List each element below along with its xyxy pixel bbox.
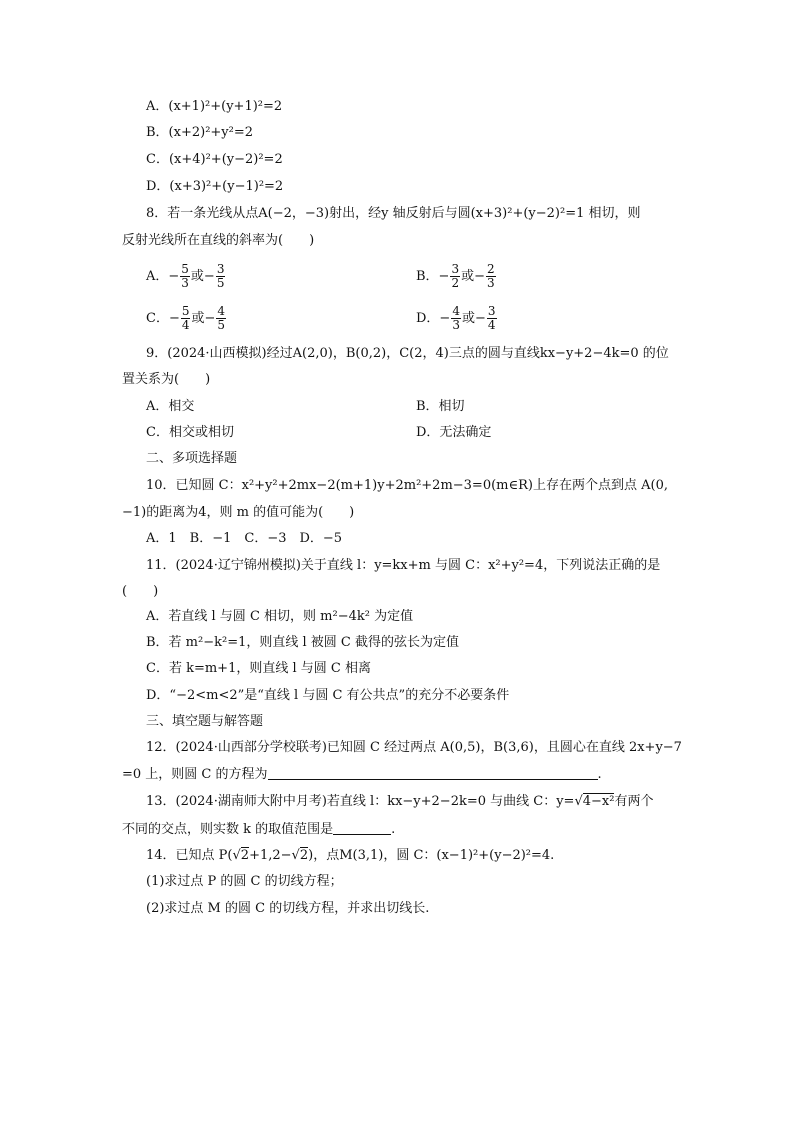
q11-option-d: D．“−2<m<2”是“直线 l 与圆 C 有公共点”的充分不必要条件: [146, 688, 510, 703]
q8-option-a: [146, 263, 226, 290]
denominator: 5: [217, 318, 226, 332]
sqrt-symbol: √: [574, 794, 583, 809]
q13-stem-line2: [122, 820, 395, 840]
numerator: 4: [217, 304, 226, 318]
numerator: 3: [216, 262, 225, 276]
denominator: 3: [181, 276, 189, 290]
denominator: 4: [487, 318, 496, 332]
q14-stem: [146, 846, 554, 866]
q10-stem-line2: −1)的距离为4，则 m 的值可能为( ): [122, 505, 355, 520]
sqrt-symbol: √: [232, 848, 241, 863]
fraction: [180, 263, 190, 290]
q9-option-b: B．相切: [416, 399, 465, 414]
q14-subquestion-1: (1)求过点 P 的圆 C 的切线方程；: [146, 874, 343, 889]
sqrt-radicand: 2: [240, 848, 250, 863]
q14-stem-text-c: )，点M(3,1)，圆 C：(x−1)²+(y−2)²=4.: [308, 848, 555, 863]
numerator: 5: [181, 304, 190, 318]
q11-option-b: B．若 m²−k²=1，则直线 l 被圆 C 截得的弦长为定值: [146, 635, 460, 650]
option-or: 或−: [461, 269, 485, 284]
q14-subquestion-2: (2)求过点 M 的圆 C 的切线方程，并求出切线长.: [146, 901, 430, 916]
q14-stem-text-a: 14．已知点 P(: [146, 848, 233, 863]
q12-stem-line2: [122, 765, 602, 785]
denominator: 3: [452, 318, 460, 332]
q9-stem-line2: 置关系为( ): [122, 372, 211, 387]
denominator: 5: [216, 276, 225, 290]
q11-stem-line1: 11．(2024·辽宁锦州模拟)关于直线 l：y=kx+m 与圆 C：x²+y²=4，下列说法正确的是: [146, 558, 661, 573]
q11-option-c: C．若 k=m+1，则直线 l 与圆 C 相离: [146, 661, 371, 676]
numerator: 3: [451, 262, 460, 276]
fraction: [181, 305, 191, 332]
option-label: A．−: [146, 269, 180, 284]
q10-stem-line1: 10．已知圆 C：x²+y²+2mx−2(m+1)y+2m²+2m−3=0(m∈R)上存在两个点到点 A(0,: [146, 478, 668, 493]
fraction: [450, 263, 460, 290]
option-label: B．−: [416, 269, 450, 284]
denominator: 2: [451, 276, 460, 290]
q12-stem-text: =0 上，则圆 C 的方程为: [122, 767, 268, 782]
q13-stem-text-c: 不同的交点，则实数 k 的取值范围是: [122, 822, 334, 837]
q9-option-d: D．无法确定: [416, 425, 492, 440]
fraction: [451, 305, 461, 332]
q7-option-b: B．(x+2)²+y²=2: [146, 125, 254, 140]
q12-answer-blank[interactable]: [268, 765, 598, 780]
section-heading-fill-and-answer: 三、填空题与解答题: [146, 714, 264, 729]
fraction: [487, 305, 497, 332]
q13-stem-line1: [146, 792, 654, 812]
fraction: [486, 263, 496, 290]
option-or: 或−: [191, 311, 216, 326]
sqrt-symbol: √: [291, 848, 300, 863]
q12-period: .: [597, 767, 602, 782]
denominator: 4: [181, 318, 190, 332]
q7-option-a: A．(x+1)²+(y+1)²=2: [146, 99, 283, 114]
q13-period: .: [391, 822, 396, 837]
q12-stem-line1: 12．(2024·山西部分学校联考)已知圆 C 经过两点 A(0,5)，B(3,6)，且圆心在直线 2x+y−7: [146, 740, 682, 755]
q14-stem-text-b: +1,2−: [249, 848, 292, 863]
q7-option-d: D．(x+3)²+(y−1)²=2: [146, 179, 284, 194]
q13-stem-text-a: 13．(2024·湖南师大附中月考)若直线 l：kx−y+2−2k=0 与曲线 C：y=: [146, 794, 575, 809]
q13-stem-text-b: 有两个: [614, 794, 654, 809]
option-or: 或−: [461, 311, 486, 326]
q8-option-d: [416, 305, 498, 332]
section-heading-multiple-choice: 二、多项选择题: [146, 451, 238, 466]
denominator: 3: [487, 276, 495, 290]
fraction: [216, 305, 226, 332]
numerator: 2: [487, 262, 495, 276]
q11-option-a: A．若直线 l 与圆 C 相切，则 m²−4k² 为定值: [146, 609, 414, 624]
q13-answer-blank[interactable]: [333, 820, 391, 835]
q7-option-c: C．(x+4)²+(y−2)²=2: [146, 152, 283, 167]
numerator: 4: [452, 304, 460, 318]
sqrt-radicand: 2: [299, 848, 309, 863]
q9-option-c: C．相交或相切: [146, 425, 234, 440]
q8-option-c: [146, 305, 227, 332]
numerator: 3: [487, 304, 496, 318]
q8-option-b: [416, 263, 497, 290]
q9-option-a: A．相交: [146, 399, 195, 414]
q8-stem-line1: 8．若一条光线从点A(−2，−3)射出，经y 轴反射后与圆(x+3)²+(y−2)²=1 相切，则: [146, 206, 641, 221]
option-label: D．−: [416, 311, 451, 326]
fraction: [216, 263, 226, 290]
option-or: 或−: [190, 269, 215, 284]
numerator: 5: [181, 262, 189, 276]
q9-stem-line1: 9．(2024·山西模拟)经过A(2,0)，B(0,2)，C(2，4)三点的圆与直线kx−y+2−4k=0 的位: [146, 346, 669, 361]
sqrt-radicand: 4−x²: [582, 794, 615, 809]
q11-stem-line2: ( ): [122, 584, 159, 599]
option-label: C．−: [146, 311, 180, 326]
q8-stem-line2: 反射光线所在直线的斜率为( ): [122, 233, 315, 248]
q10-options: A．1 B．−1 C．−3 D．−5: [146, 531, 343, 546]
